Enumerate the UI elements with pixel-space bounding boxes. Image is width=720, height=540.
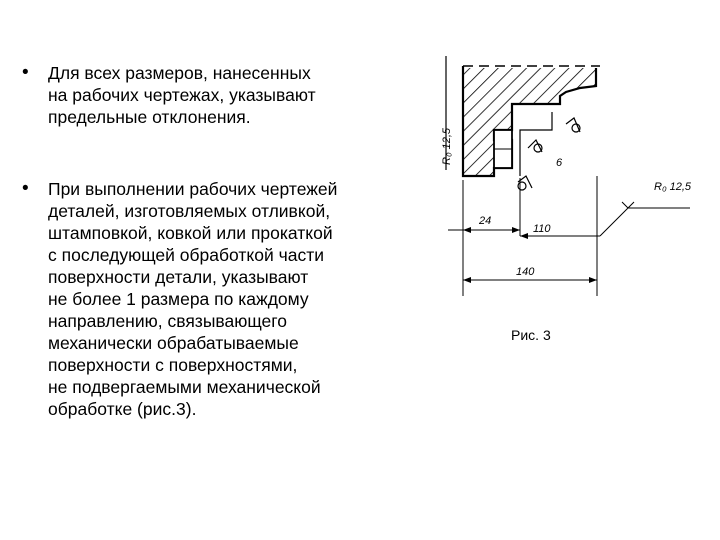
dim-140-label: 140 <box>516 266 535 278</box>
bullet-marker: • <box>22 62 29 83</box>
figure-caption: Рис. 3 <box>511 327 551 343</box>
roughness-label-right: R₀ 12,5 <box>654 181 692 193</box>
dim-140 <box>463 266 597 283</box>
part-section <box>460 64 605 184</box>
dim-6-label: 6 <box>556 157 563 169</box>
bullet-text: Для всех размеров, нанесенных на рабочих чертежах, указывают предельные отклонения. <box>48 63 316 127</box>
roughness-symbol-right <box>622 181 692 208</box>
dim-110-label: 110 <box>533 223 551 235</box>
bullet-text: При выполнении рабочих чертежей деталей, изготовляемых отливкой, штамповкой, ковкой или прокаткой с последующей обработкой части поверхности детали, указывают не более 1 размера по каждому направлению, связывающего механически обрабатываемые поверхности с поверхностями, не подвергаемыми механической обработке (рис.3). <box>48 179 338 419</box>
dim-24-label: 24 <box>479 215 492 227</box>
roughness-symbol-left <box>441 56 453 170</box>
dim-24 <box>448 215 520 233</box>
dim-110 <box>520 208 628 239</box>
roughness-marks <box>518 118 580 190</box>
bullet-marker: • <box>22 178 29 199</box>
roughness-label-left: R₀ 12,5 <box>441 127 453 165</box>
